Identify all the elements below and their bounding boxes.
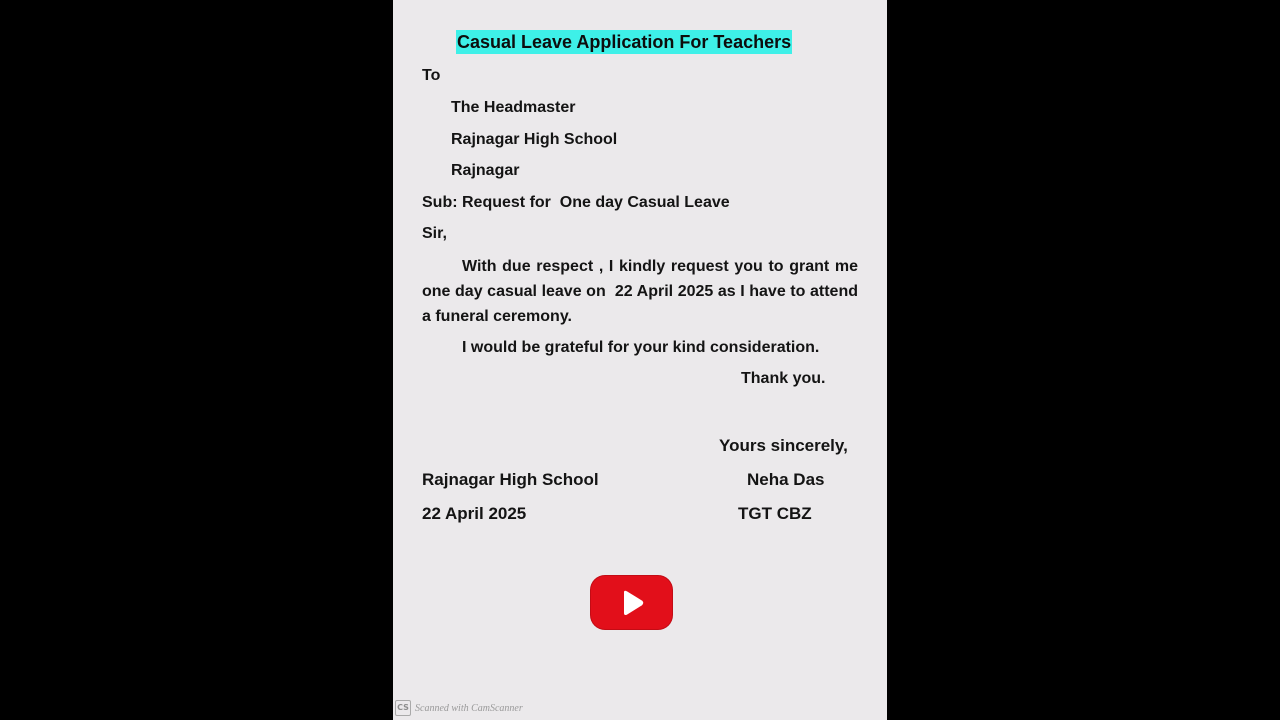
camscanner-text: Scanned with CamScanner [415,702,523,714]
letter-title: Casual Leave Application For Teachers [457,32,792,52]
recipient-line-1: The Headmaster [451,99,576,116]
date-text: 22 April 2025 [422,504,527,523]
thank-you-text: Thank you. [741,370,826,387]
youtube-play-button[interactable] [591,576,672,629]
letter-page [393,0,887,720]
sender-name: Neha Das [747,470,825,489]
subject-line: Sub: Request for One day Casual Leave [422,194,730,211]
recipient-line-3: Rajnagar [451,162,520,179]
salutation: Sir, [422,225,447,242]
body-paragraph-1: With due respect , I kindly request you to grant me one day casual leave on 22 April 2025 as I have to attend a funeral ceremony. [422,258,863,325]
closing-text: Yours sincerely, [719,436,848,455]
camscanner-logo-icon: CS [395,700,411,716]
place-text: Rajnagar High School [422,470,599,489]
recipient-line-2: Rajnagar High School [451,131,618,148]
body-paragraph-2: I would be grateful for your kind consideration. [462,339,820,356]
youtube-play-icon [591,576,672,629]
sender-designation: TGT CBZ [738,504,812,523]
camscanner-watermark [395,700,523,716]
to-label: To [422,67,441,84]
